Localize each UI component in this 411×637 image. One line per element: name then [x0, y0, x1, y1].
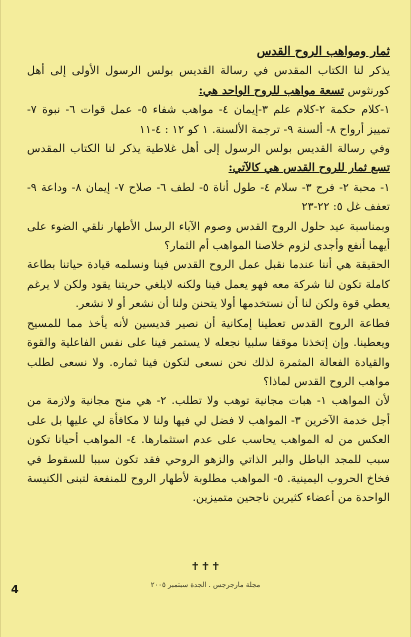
magazine-footer: مجلة مارجرجس . الجدة سبتمبر ٢٠٠٥ [150, 581, 261, 589]
gifts-list: ١-كلام حكمة ٢-كلام علم ٣-إيمان ٤- مواهب شفاء ٥- عمل قوات ٦- نبوة ٧- تمييز أرواح ٨- ألسنة ٩- ترجمة الألسنة. ١ كو ١٢ : ٤-١١ [27, 103, 390, 136]
article-body [27, 42, 390, 508]
page-number: 4 [11, 583, 19, 596]
crosses-ornament: ✝✝✝ [190, 560, 222, 573]
paragraph-gifts-reasons: لأن المواهب ١- هبات مجانية توهب ولا تطلب. ٢- هي منح مجانية ولازمة من أجل خدمة الآخرين ٣- المواهب لا فضل لي فيها ولنا لا مكافأة لي عليها بل على العكس من له المواهب يحاسب على عدم استثمارها. ٤- المواهب أحيانا تكون سبب للمجد الباطل والبر الذاتي والزهو الروحي فقد تكون سببا للسقوط في فخاخ الحروب اليمينية. ٥- المواهب مطلوبة لأطهار الروح للمنفعة لتبنى الكنيسة الواحدة من أعضاء كثيرين ناجحين متميزين. [27, 394, 391, 505]
paragraph-gifts-intro [27, 61, 390, 100]
paragraph-gifts-intro-text: يذكر لنا الكتاب المقدس في رسالة القديس بولس الرسول الأولى إلى أهل كورنثوس [27, 64, 390, 97]
paragraph-obedience: فطاعة الروح القدس تعطينا إمكانية أن نصير قديسين لأنه يأخذ مما للمسيح ويعطينا. وإن إتخذنا موقفا سلبيا نجعله لا يستمر فينا على نفس الفاعلية والقوة والقيادة الفعالة المثمرة لذلك نحن نسعى لتكون فينا ثماره. ولا نسعى لطلب مواهب الروح القدس لماذا؟ [27, 316, 391, 388]
fruits-list: ١- محبة ٢- فرح ٣- سلام ٤- طول أناة ٥- لطف ٦- صلاح ٧- إيمان ٨- وداعة ٩- تعفف غل ٥: ٢٢-٢٣ [27, 180, 390, 214]
paragraph-gifts-intro-bold: تسعة مواهب للروح الواحد هي: [198, 82, 344, 97]
article-title: ثمار ومواهب الروح القدس [256, 44, 390, 58]
paragraph-occasion: وبمناسبة عيد حلول الروح القدس وصوم الآباء الرسل الأطهار نلقي الضوء على أيهما أنفع وأجدى لزوم خلاصنا المواهب أم الثمار؟ [27, 219, 390, 253]
paragraph-fruits-intro-text: وفي رسالة القديس بولس الرسول إلى أهل غلاطية يذكر لنا الكتاب المقدس [27, 142, 390, 156]
paragraph-truth: الحقيقة هي أننا عندما نقبل عمل الروح القدس فينا ونسلمه قيادة حياتنا بطاعة كاملة تكون لنا شركة معه فهو يعمل فينا ولكنه لايلغي حريتنا يقود ولكن لا يرغم يعطي قوة ولكن لنا أن نستخدمها أولا يتحنن ولنا أن نشعر أو لا نشعر. [27, 258, 390, 311]
paragraph-fruits-intro-bold: تسع ثمار للروح القدس هي كالآتي: [228, 160, 390, 175]
paragraph-fruits-intro [27, 139, 390, 178]
